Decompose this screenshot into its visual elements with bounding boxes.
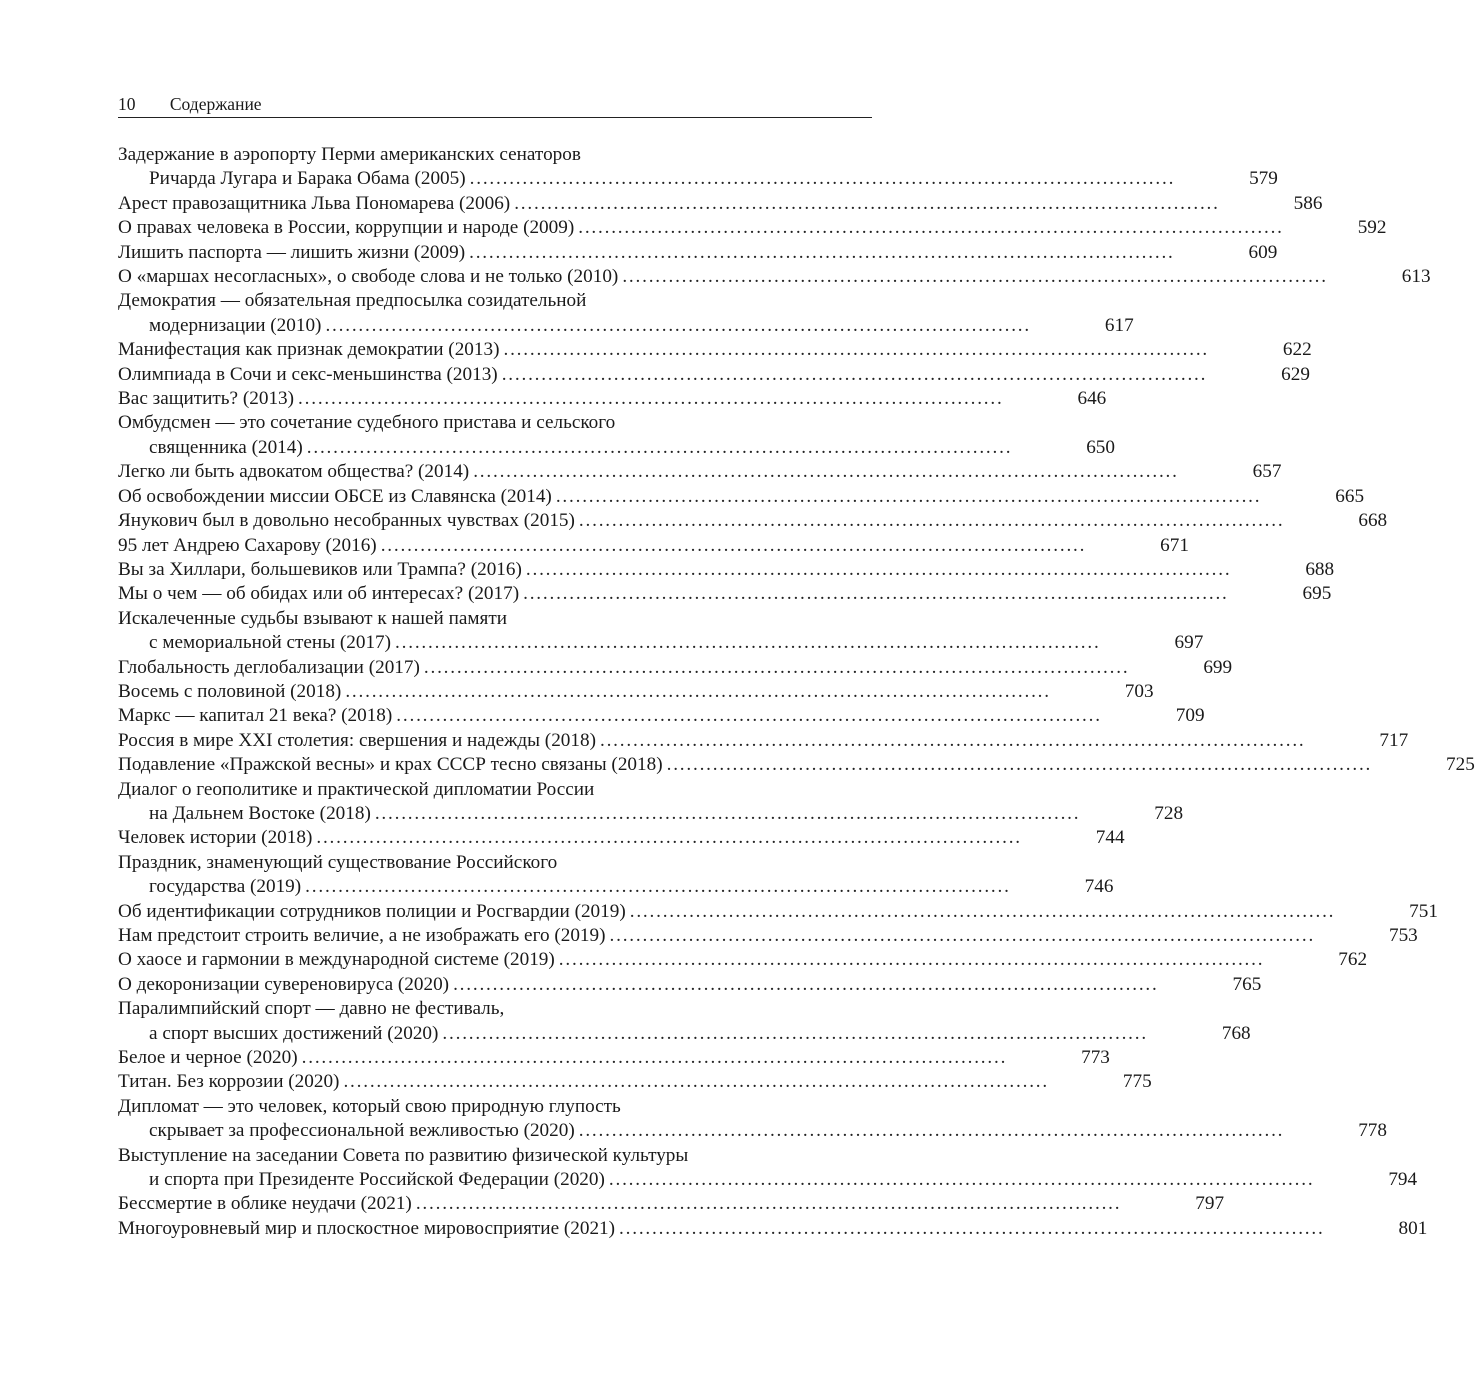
dot-leader xyxy=(345,680,1047,704)
toc-page-number: 709 xyxy=(1175,705,1205,727)
toc-entry xyxy=(118,192,1323,216)
toc-entry-line xyxy=(118,460,1282,484)
dot-leader xyxy=(609,1168,1311,1192)
toc-entry-title: государства (2019) xyxy=(149,876,302,898)
toc-entry-line xyxy=(118,509,1388,533)
toc-entry xyxy=(118,460,1282,484)
toc-entry-line xyxy=(118,216,1387,240)
toc-entry-title: Ричарда Лугара и Барака Обама (2005) xyxy=(149,168,466,190)
toc-page-number: 688 xyxy=(1305,558,1335,580)
dot-leader xyxy=(343,1070,1045,1094)
toc-entry-title: Подавление «Пражской весны» и крах СССР тесно связаны (2018) xyxy=(118,754,663,776)
toc-page-number: 801 xyxy=(1398,1217,1428,1239)
toc-entry-title: Мы о чем — об обидах или об интересах? (2017) xyxy=(118,583,520,605)
toc-page-number: 650 xyxy=(1086,436,1115,458)
toc-entry-line xyxy=(118,997,868,1021)
toc-entry-title: Вас защитить? (2013) xyxy=(118,388,295,410)
toc-entry-line xyxy=(118,363,1310,387)
dot-leader xyxy=(396,704,1098,728)
dot-leader xyxy=(630,900,1332,924)
toc-page-number: 765 xyxy=(1232,973,1262,995)
toc-entry xyxy=(118,558,1335,582)
toc-entry xyxy=(118,778,1184,827)
dot-leader xyxy=(503,338,1205,362)
toc-entry-line xyxy=(118,973,1262,997)
toc-entry xyxy=(118,607,1204,656)
toc-entry-title: Вы за Хиллари, большевиков или Трампа? (2016) xyxy=(118,558,522,580)
toc-entry-line xyxy=(118,1095,868,1119)
dot-leader xyxy=(502,363,1204,387)
toc-entry-line xyxy=(118,607,868,631)
toc-entry-title: Олимпиада в Сочи и секс-меньшинства (2013) xyxy=(118,363,498,385)
toc-page-number: 617 xyxy=(1104,314,1134,336)
toc-entry xyxy=(118,900,1438,924)
toc-entry-line xyxy=(118,582,1332,606)
toc-page-number: 629 xyxy=(1281,363,1310,385)
running-header xyxy=(118,93,872,118)
toc-entry xyxy=(118,680,1154,704)
toc-entry-line xyxy=(118,387,1107,411)
toc-entry-line xyxy=(118,753,1475,777)
toc-entry-title: Искалеченные судьбы взывают к нашей памяти xyxy=(118,607,508,629)
toc-page-number: 773 xyxy=(1081,1047,1110,1069)
dot-leader xyxy=(305,875,1007,899)
dot-leader xyxy=(578,216,1280,240)
toc-entry-line xyxy=(118,826,1125,850)
toc-entry xyxy=(118,973,1262,997)
toc-entry-line xyxy=(118,485,1365,509)
toc-entry-title: Маркс — капитал 21 века? (2018) xyxy=(118,705,393,727)
toc-entry-continuation-line xyxy=(118,802,1184,826)
dot-leader xyxy=(381,534,1083,558)
toc-page-number: 657 xyxy=(1252,461,1282,483)
toc-entry xyxy=(118,656,1233,680)
toc-entry-line xyxy=(118,900,1438,924)
toc-entry-title: Дипломат — это человек, который свою природную глупость xyxy=(118,1095,621,1117)
toc-entry-title: Янукович был в довольно несобранных чувствах (2015) xyxy=(118,510,575,532)
toc-entry-line xyxy=(118,289,868,313)
toc-entry-line xyxy=(118,680,1154,704)
toc-entry xyxy=(118,216,1387,240)
toc-entry xyxy=(118,509,1388,533)
dot-leader xyxy=(610,924,1312,948)
dot-leader xyxy=(514,192,1216,216)
toc-entry xyxy=(118,387,1107,411)
toc-entry-title: Лишить паспорта — лишить жизни (2009) xyxy=(118,241,466,263)
toc-entry-title: Россия в мире XXI столетия: свершения и надежды (2018) xyxy=(118,729,596,751)
toc-entry-title: Титан. Без коррозии (2020) xyxy=(118,1071,340,1093)
toc-page-number: 586 xyxy=(1293,192,1323,214)
toc-entry xyxy=(118,1070,1152,1094)
toc-entry-title: Манифестация как признак демократии (2013) xyxy=(118,339,500,361)
dot-leader xyxy=(473,460,1175,484)
toc-page-number: 797 xyxy=(1195,1193,1225,1215)
toc-entry-continuation-line xyxy=(118,314,1134,338)
toc-page-number: 794 xyxy=(1388,1169,1418,1191)
toc-page-number: 725 xyxy=(1446,754,1475,776)
dot-leader xyxy=(416,1192,1118,1216)
toc-entry xyxy=(118,704,1205,728)
toc-entry-line xyxy=(118,143,868,167)
toc-entry-title: Легко ли быть адвокатом общества? (2014) xyxy=(118,461,470,483)
dot-leader xyxy=(316,826,1018,850)
table-of-contents xyxy=(118,143,1475,1241)
toc-page-number: 609 xyxy=(1248,241,1278,263)
toc-entry-title: Об освобождении миссии ОБСЕ из Славянска (2014) xyxy=(118,485,552,507)
toc-page-number: 728 xyxy=(1154,802,1184,824)
toc-page-number: 703 xyxy=(1124,680,1154,702)
toc-entry-line xyxy=(118,338,1312,362)
toc-entry-title: священника (2014) xyxy=(149,436,303,458)
toc-page-number: 695 xyxy=(1302,583,1332,605)
toc-page-number: 746 xyxy=(1084,876,1114,898)
toc-entry-continuation-line xyxy=(118,1168,1418,1192)
toc-entry-title: Об идентификации сотрудников полиции и Росгвардии (2019) xyxy=(118,900,626,922)
toc-entry xyxy=(118,338,1312,362)
toc-page-number: 699 xyxy=(1203,656,1233,678)
toc-entry-continuation-line xyxy=(118,1022,1251,1046)
dot-leader xyxy=(325,314,1027,338)
toc-entry xyxy=(118,948,1368,972)
toc-entry-title: Омбудсмен — это сочетание судебного пристава и сельского xyxy=(118,412,616,434)
toc-page-number: 622 xyxy=(1282,339,1312,361)
toc-entry-continuation-line xyxy=(118,1119,1387,1143)
toc-entry xyxy=(118,924,1418,948)
toc-entry-title: Арест правозащитника Льва Пономарева (2006) xyxy=(118,192,511,214)
toc-entry-title: Выступление на заседании Совета по развитию физической культуры xyxy=(118,1144,689,1166)
toc-entry xyxy=(118,241,1278,265)
toc-entry-title: Паралимпийский спорт — давно не фестиваль, xyxy=(118,998,505,1020)
toc-entry-line xyxy=(118,265,1431,289)
toc-entry-title: скрывает за профессиональной вежливостью (2020) xyxy=(149,1120,575,1142)
toc-entry-line xyxy=(118,411,868,435)
toc-entry-continuation-line xyxy=(118,631,1204,655)
dot-leader xyxy=(523,582,1225,606)
toc-entry xyxy=(118,582,1332,606)
toc-page-number: 762 xyxy=(1338,949,1368,971)
toc-entry xyxy=(118,363,1310,387)
toc-entry xyxy=(118,534,1189,558)
page-number: 10 xyxy=(118,94,136,114)
toc-entry xyxy=(118,265,1431,289)
toc-entry-line xyxy=(118,558,1335,582)
toc-entry xyxy=(118,1217,1428,1241)
dot-leader xyxy=(579,509,1281,533)
toc-entry-line xyxy=(118,851,868,875)
toc-entry-title: а спорт высших достижений (2020) xyxy=(149,1022,439,1044)
toc-entry-title: Восемь с половиной (2018) xyxy=(118,680,342,702)
toc-entry-line xyxy=(118,192,1323,216)
toc-entry-title: Многоуровневый мир и плоскостное мировосприятие (2021) xyxy=(118,1217,616,1239)
dot-leader xyxy=(622,265,1324,289)
toc-entry xyxy=(118,1095,1387,1144)
toc-entry-title: Задержание в аэропорту Перми американских сенаторов xyxy=(118,144,581,165)
toc-entry xyxy=(118,851,1114,900)
toc-entry-title: О хаосе и гармонии в международной системе (2019) xyxy=(118,949,555,971)
dot-leader xyxy=(453,973,1155,997)
toc-page-number: 668 xyxy=(1358,510,1388,532)
dot-leader xyxy=(526,558,1228,582)
dot-leader xyxy=(298,387,1000,411)
toc-entry-continuation-line xyxy=(118,875,1114,899)
toc-entry xyxy=(118,1046,1110,1070)
dot-leader xyxy=(559,948,1261,972)
toc-entry-title: Глобальность деглобализации (2017) xyxy=(118,656,420,678)
dot-leader xyxy=(667,753,1369,777)
toc-entry xyxy=(118,826,1125,850)
toc-page-number: 753 xyxy=(1388,925,1418,946)
toc-entry-title: Демократия — обязательная предпосылка созидательной xyxy=(118,290,587,312)
toc-entry-title: и спорта при Президенте Российской Федерации (2020) xyxy=(149,1169,605,1191)
dot-leader xyxy=(442,1022,1144,1046)
toc-entry-continuation-line xyxy=(118,436,1115,460)
toc-entry-line xyxy=(118,1046,1110,1070)
toc-entry-line xyxy=(118,924,1418,948)
toc-entry xyxy=(118,1144,1418,1193)
toc-page-number: 592 xyxy=(1357,217,1387,239)
toc-entry-line xyxy=(118,948,1368,972)
toc-entry xyxy=(118,411,1115,460)
toc-entry xyxy=(118,485,1365,509)
toc-entry-title: О «маршах несогласных», о свободе слова и не только (2010) xyxy=(118,266,619,288)
toc-entry-line xyxy=(118,1217,1428,1241)
toc-entry-title: Праздник, знаменующий существование Российского xyxy=(118,851,558,873)
toc-entry xyxy=(118,143,1278,192)
toc-entry-title: Человек истории (2018) xyxy=(118,827,313,849)
toc-page-number: 671 xyxy=(1160,534,1189,556)
toc-page-number: 579 xyxy=(1249,168,1278,190)
toc-entry-line xyxy=(118,534,1189,558)
dot-leader xyxy=(600,729,1302,753)
toc-entry xyxy=(118,289,1134,338)
toc-entry-title: Диалог о геополитике и практической дипломатии России xyxy=(118,778,595,800)
toc-entry xyxy=(118,1192,1225,1216)
dot-leader xyxy=(395,631,1097,655)
toc-entry-line xyxy=(118,1192,1225,1216)
toc-entry-line xyxy=(118,778,868,802)
toc-entry-line xyxy=(118,729,1409,753)
dot-leader xyxy=(469,241,1171,265)
toc-entry-title: Белое и черное (2020) xyxy=(118,1047,298,1069)
toc-entry-title: Бессмертие в облике неудачи (2021) xyxy=(118,1193,412,1215)
toc-page-number: 778 xyxy=(1358,1120,1387,1142)
toc-entry-title: О декоронизации сувереновируса (2020) xyxy=(118,973,450,995)
toc-entry-line xyxy=(118,1144,868,1168)
toc-page-number: 646 xyxy=(1077,388,1107,410)
toc-entry-line xyxy=(118,656,1233,680)
dot-leader xyxy=(302,1046,1004,1070)
toc-entry-line xyxy=(118,1070,1152,1094)
toc-entry-title: Нам предстоит строить величие, а не изображать его (2019) xyxy=(118,925,606,946)
toc-entry-title: с мемориальной стены (2017) xyxy=(149,632,392,654)
toc-page-number: 744 xyxy=(1095,827,1125,849)
toc-entry-title: 95 лет Андрею Сахарову (2016) xyxy=(118,534,377,556)
toc-page-number: 768 xyxy=(1221,1022,1251,1044)
dot-leader xyxy=(556,485,1258,509)
dot-leader xyxy=(579,1119,1281,1143)
dot-leader xyxy=(424,656,1126,680)
toc-page-number: 717 xyxy=(1379,729,1409,751)
dot-leader xyxy=(619,1217,1321,1241)
toc-entry xyxy=(118,729,1409,753)
toc-entry xyxy=(118,753,1475,777)
dot-leader xyxy=(375,802,1077,826)
toc-page-number: 697 xyxy=(1174,632,1204,654)
toc-entry-continuation-line xyxy=(118,167,1278,191)
toc-entry-title: О правах человека в России, коррупции и народе (2009) xyxy=(118,217,575,239)
toc-page-number: 665 xyxy=(1335,485,1365,507)
dot-leader xyxy=(307,436,1009,460)
toc-page-number: 775 xyxy=(1122,1071,1152,1093)
toc-entry-line xyxy=(118,704,1205,728)
toc-entry-title: на Дальнем Востоке (2018) xyxy=(149,802,371,824)
toc-entry-title: модернизации (2010) xyxy=(149,314,322,336)
toc-entry xyxy=(118,997,1251,1046)
toc-page-number: 751 xyxy=(1409,900,1438,922)
toc-page-number: 613 xyxy=(1401,266,1431,288)
running-title: Содержание xyxy=(169,94,262,114)
dot-leader xyxy=(470,167,1172,191)
toc-entry-line xyxy=(118,241,1278,265)
